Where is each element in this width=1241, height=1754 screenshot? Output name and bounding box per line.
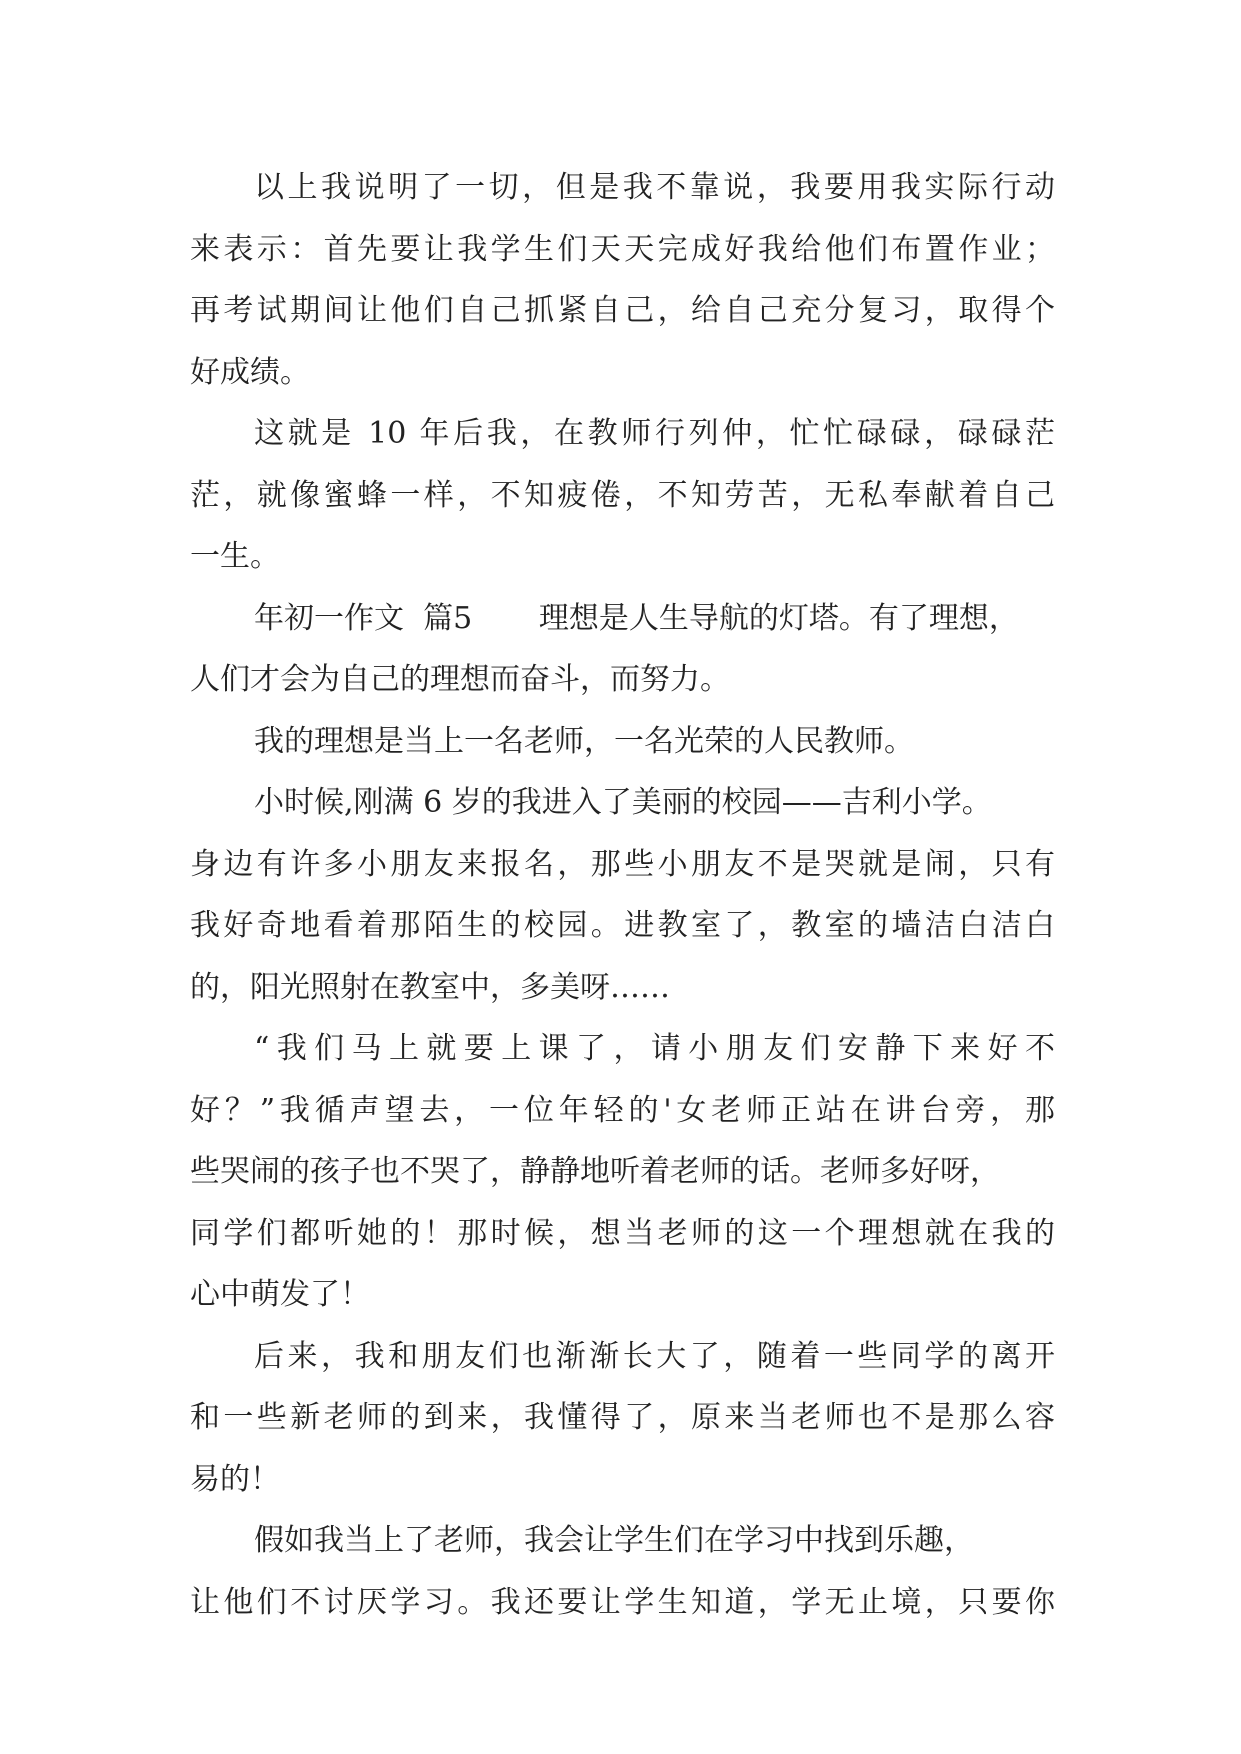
text-line: 的，阳光照射在教室中，多美呀…… [190,969,670,1005]
text-line: 我好奇地看着那陌生的校园。进教室了，教室的墙洁白洁白 [190,908,1055,943]
text-line: 人们才会为自己的理想而奋斗，而努力。 [190,662,730,697]
text-line: 心中萌发了！ [190,1277,370,1312]
text-line: 再考试期间让他们自己抓紧自己，给自己充分复习，取得个 [190,293,1055,328]
paragraph-7 [190,1326,1055,1511]
text-line: 假如我当上了老师，我会让学生们在学习中找到乐趣， [254,1523,974,1558]
text-line: 后来，我和朋友们也渐渐长大了，随着一些同学的离开 [254,1338,1055,1374]
text-line: 一生。 [190,539,280,574]
text-line: 好？”我循声望去，一位年轻的'女老师正站在讲台旁，那 [190,1092,1055,1128]
text-line: 茫，就像蜜蜂一样，不知疲倦，不知劳苦，无私奉献着自己 [190,477,1055,513]
text-line: 同学们都听她的！那时候，想当老师的这一个理想就在我的 [190,1215,1055,1251]
paragraph-3 [190,588,1055,711]
paragraph-8 [190,1510,1055,1633]
text-line: 来表示：首先要让我学生们天天完成好我给他们布置作业； [190,231,1055,267]
text-line: 年初一作文 篇5 理想是人生导航的灯塔。有了理想， [254,600,1019,636]
text-line: 以上我说明了一切，但是我不靠说，我要用我实际行动 [254,170,1055,205]
text-line: 这就是 10 年后我，在教师行列仲，忙忙碌碌，碌碌茫 [254,416,1055,451]
text-line: 小时候,刚满 6 岁的我进入了美丽的校园——吉利小学。 [254,785,992,820]
text-line: 易的！ [190,1461,280,1497]
paragraph-6 [190,1018,1055,1326]
paragraph-2 [190,403,1055,588]
text-line: 好成绩。 [190,354,310,390]
paragraph-1 [190,157,1055,403]
paragraph-4 [190,711,1055,773]
text-line: 我的理想是当上一名老师，一名光荣的人民教师。 [254,723,914,759]
text-line: 些哭闹的孩子也不哭了，静静地听着老师的话。老师多好呀， [190,1154,1000,1189]
paragraph-5 [190,772,1055,1018]
text-line: “我们马上就要上课了，请小朋友们安静下来好不 [254,1031,1055,1066]
text-line: 和一些新老师的到来，我懂得了，原来当老师也不是那么容 [190,1400,1055,1435]
text-line: 身边有许多小朋友来报名，那些小朋友不是哭就是闹，只有 [190,846,1055,882]
text-line: 让他们不讨厌学习。我还要让学生知道，学无止境，只要你 [190,1584,1055,1620]
document-body [190,157,1055,1633]
